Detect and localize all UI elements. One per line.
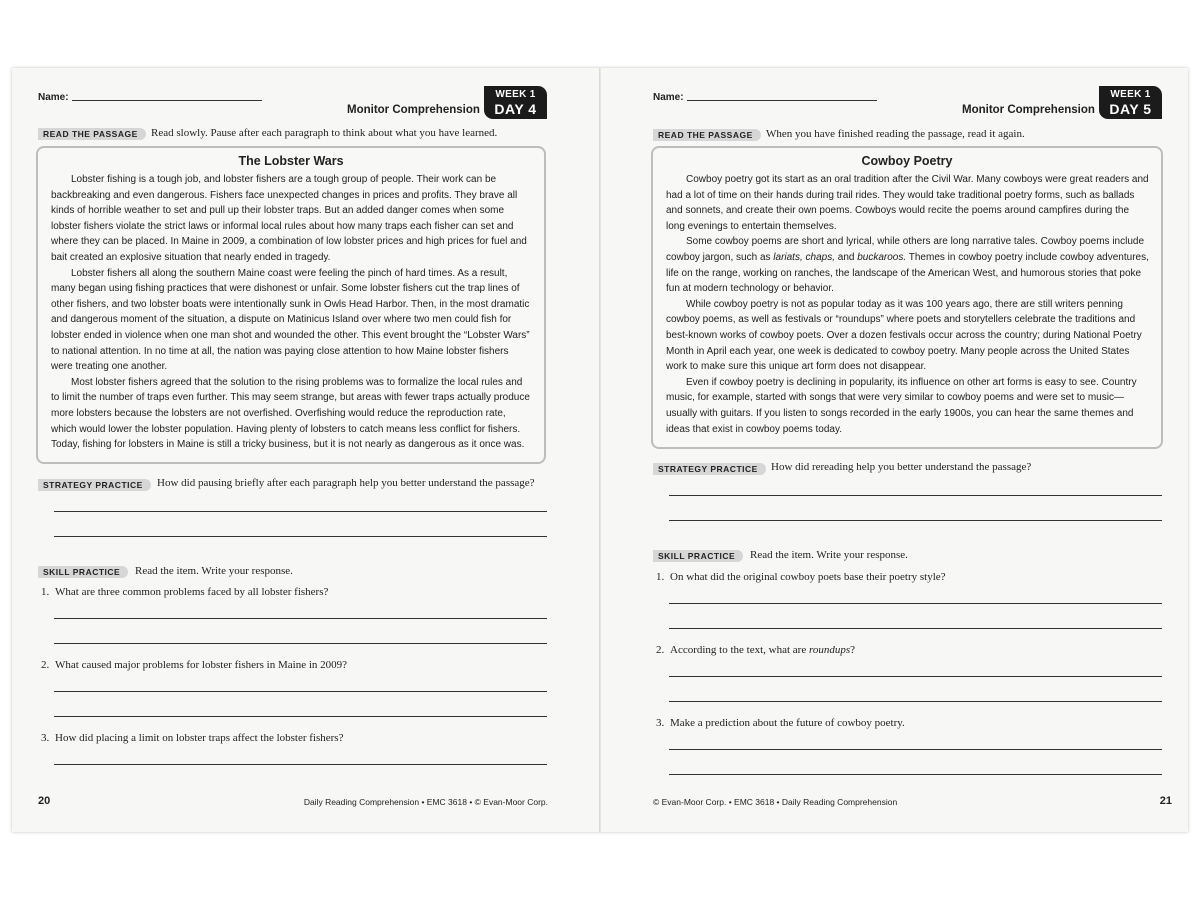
strategy-practice-label: STRATEGY PRACTICE — [38, 479, 151, 491]
read-passage-label: READ THE PASSAGE — [653, 129, 761, 141]
answer-line[interactable] — [669, 676, 1162, 677]
question-number: 3. — [656, 717, 665, 729]
jargon-italic: buckaroos. — [857, 251, 907, 263]
question-text: Make a prediction about the future of cowboy poetry. — [670, 717, 905, 729]
header-title: Monitor Comprehension — [962, 104, 1095, 116]
passage-paragraph: Even if cowboy poetry is declining in popularity, its influence on other art forms is easy to see. Country music, for example, started with songs that were very similar to cowboy poems and were set to music—usually with guitars. If you listen to songs recorded in the early 1900s, you can hear the same themes and ideas that exist in cowboy poems today. — [666, 376, 1137, 435]
workbook-spread — [12, 68, 1188, 832]
skill-instruction: Read the item. Write your response. — [135, 565, 293, 577]
week-label: WEEK 1 — [495, 89, 536, 100]
passage-paragraph — [666, 234, 1149, 296]
question-text: On what did the original cowboy poets base their poetry style? — [670, 571, 946, 583]
question-number: 3. — [41, 732, 50, 744]
answer-line[interactable] — [669, 749, 1162, 750]
day-label: DAY 4 — [494, 101, 537, 117]
read-instruction: When you have finished reading the passage, read it again. — [766, 128, 1025, 140]
header-title: Monitor Comprehension — [347, 104, 480, 116]
skill-practice-label: SKILL PRACTICE — [653, 550, 743, 562]
answer-line[interactable] — [54, 536, 547, 537]
answer-line[interactable] — [669, 495, 1162, 496]
answer-line[interactable] — [54, 618, 547, 619]
question-italic-term: roundups — [808, 644, 851, 656]
skill-instruction: Read the item. Write your response. — [750, 549, 908, 561]
question-text: What caused major problems for lobster fishers in Maine in 2009? — [55, 659, 348, 671]
question-number: 1. — [656, 571, 665, 583]
answer-line[interactable] — [669, 603, 1162, 604]
name-label: Name: — [653, 92, 684, 103]
question-number: 2. — [41, 659, 50, 671]
paragraph-text: Some cowboy poems are short and lyrical, while others are long narrative tales. Cowboy poems include cowboy jargon, such as — [666, 236, 1145, 263]
week-label: WEEK 1 — [1110, 89, 1151, 100]
passage-body — [653, 172, 1161, 437]
strategy-practice-label: STRATEGY PRACTICE — [653, 463, 766, 475]
week-day-badge — [484, 86, 547, 119]
passage-title: The Lobster Wars — [238, 154, 344, 168]
answer-line[interactable] — [54, 643, 547, 644]
question-number: 2. — [656, 644, 665, 656]
page-footer: Daily Reading Comprehension • EMC 3618 • © Evan-Moor Corp. — [303, 797, 548, 807]
page-number: 20 — [38, 795, 51, 807]
name-label: Name: — [38, 92, 69, 103]
page-number: 21 — [1159, 795, 1172, 807]
passage-paragraph: Lobster fishers all along the southern Maine coast were feeling the pinch of hard times. As a result, many began using fishing practices that were dishonest or unfair. Some lobster fishers cut the trap lines of other fishers, and two lobster boats were intentionally sunk in Owls Head Harbor. Then, in the most dramatic and dangerous moment of the situation, a dispute on Matinicus Island over where two men could fish for lobster ended in violence when one man shot and wounded the other. This event brought the “Lobster Wars” to national attention. In no time at all, the nation was paying close attention to how Maine lobster fishers were treating one another. — [51, 267, 530, 373]
answer-line[interactable] — [54, 764, 547, 765]
passage-title: Cowboy Poetry — [861, 154, 953, 168]
name-line — [687, 100, 877, 101]
page-footer: © Evan-Moor Corp. • EMC 3618 • Daily Reading Comprehension — [653, 797, 898, 807]
strategy-question: How did pausing briefly after each paragraph help you better understand the passage? — [157, 477, 535, 489]
name-line — [72, 100, 262, 101]
answer-line[interactable] — [669, 628, 1162, 629]
paragraph-text: Themes in cowboy poetry include cowboy adventures, life on the range, working on ranches, the landscape of the American West, and humorous stories that poke fun at modern technology or behavior. — [666, 251, 1149, 295]
question-text-part: ? — [850, 644, 856, 656]
passage-box — [36, 146, 546, 464]
passage-paragraph: While cowboy poetry is not as popular today as it was 100 years ago, there are still writers penning cowboy poems, as well as festivals or “roundups” where poets and storytellers celebrate the traditions and best-known works of cowboy poets. Over a dozen festivals occur across the country; during National Poetry Month in April each year, one week is dedicated to cowboy poetry. Many people across the United States work to make sure this unique art form does not disappear. — [666, 298, 1142, 373]
paragraph-text: and — [834, 251, 858, 263]
passage-body — [38, 172, 544, 453]
answer-line[interactable] — [669, 701, 1162, 702]
answer-line[interactable] — [669, 774, 1162, 775]
question-text: What are three common problems faced by all lobster fishers? — [55, 586, 329, 598]
passage-paragraph: Lobster fishing is a tough job, and lobster fishers are a tough group of people. Their work can be backbreaking and even dangerous. Fishers face unexpected changes in prices and profits. They brave all kinds of horrible weather to set and pull up their lobster traps. But an added danger comes when some lobster fishers violate the strict laws or informal local rules about how many traps each fisher can set and where they can be placed. In Maine in 2009, a combination of low lobster prices and high prices for fuel and bait created an explosive situation that nearly ended in tragedy. — [51, 174, 527, 263]
passage-paragraph: Cowboy poetry got its start as an oral tradition after the Civil War. Many cowboys were great readers and had a lot of time on their hands during trail rides. They would take traditional poetry forms, such as ballads and sonnets, and create their own poems. Cowboys would recite the poems around campfires during the long evenings to entertain themselves. — [666, 174, 1149, 232]
read-instruction: Read slowly. Pause after each paragraph to think about what you have learned. — [151, 127, 498, 139]
question-text: How did placing a limit on lobster traps affect the lobster fishers? — [55, 732, 344, 744]
week-day-badge — [1099, 86, 1162, 119]
answer-line[interactable] — [54, 511, 547, 512]
answer-line[interactable] — [54, 716, 547, 717]
day-label: DAY 5 — [1109, 101, 1152, 117]
question-text-part: According to the text, what are — [670, 644, 809, 656]
passage-paragraph: Most lobster fishers agreed that the solution to the rising problems was to formalize the local rules and to limit the number of traps even further. This may seem strange, but areas with fewer traps actually produce more lobsters because the lobsters are not overfished. Overfishing would reduce the reproduction rate, which would lower the lobster population. Having plenty of lobsters to catch means less conflict for fishers. Today, fishing for lobsters in Maine is still a tricky business, but it is not nearly as dangerous as it once was. — [51, 376, 530, 451]
answer-line[interactable] — [669, 520, 1162, 521]
read-passage-label: READ THE PASSAGE — [38, 128, 146, 140]
question-text — [670, 644, 855, 656]
strategy-question: How did rereading help you better understand the passage? — [771, 461, 1032, 473]
answer-line[interactable] — [54, 691, 547, 692]
jargon-italic: lariats, chaps, — [773, 251, 835, 263]
question-number: 1. — [41, 586, 50, 598]
skill-practice-label: SKILL PRACTICE — [38, 566, 128, 578]
right-page — [600, 68, 1188, 832]
passage-box — [651, 146, 1163, 449]
left-page — [12, 68, 600, 832]
